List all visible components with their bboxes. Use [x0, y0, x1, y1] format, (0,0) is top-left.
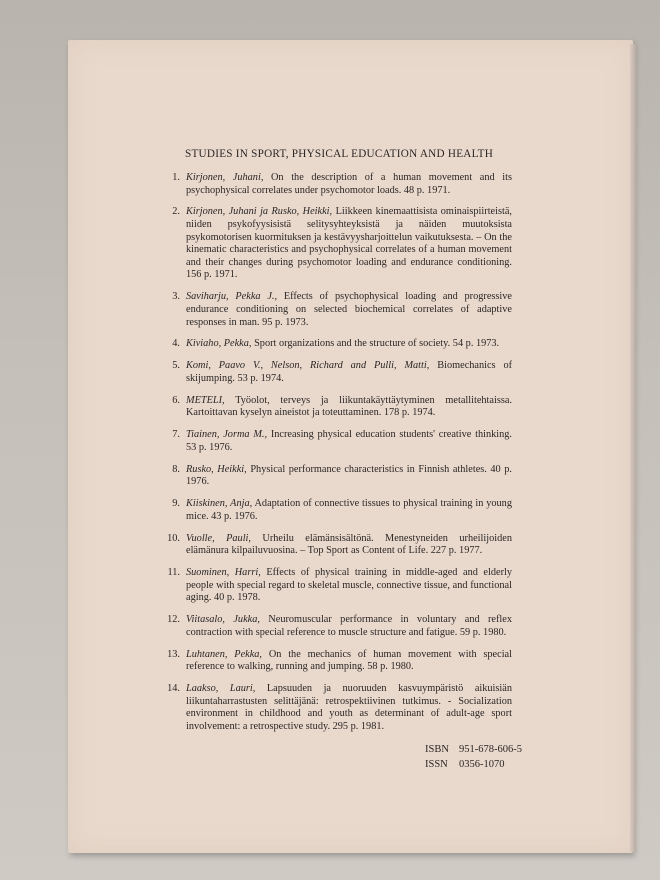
entry-author: Kirjonen, Juhani,: [186, 172, 264, 183]
list-item: [167, 614, 513, 639]
list-item: [172, 172, 512, 197]
entry-number: 7 .: [162, 429, 180, 442]
entry-text: Adaptation of connective tissues to physical training in young mice. 43 p. 1976.: [186, 498, 512, 522]
entry-text: Neuromuscular performance in voluntary and reflex contraction with special reference to muscle structure and fatigue. 59 p. 1980.: [186, 614, 513, 638]
list-item: [167, 567, 513, 605]
entry-author: Viitasalo, Jukka,: [186, 614, 260, 626]
entry-number: 14 .: [162, 683, 180, 696]
entry-text: Liikkeen kinemaattisista ominaispiirteistä, niiden psykofyysisistä selitysyhteyksistä ja näiden muutoksista psykomotorisen kuormituksen ja kestävyysharjoittelun vaikutuksesta. – On the kinematic characteristics and psychophysical correlates of a human movement and their changes during psychomotor loading and endurance conditioning. 156 p. 1971.: [186, 206, 512, 281]
entry-author: Laakso, Lauri,: [186, 683, 256, 695]
entry-number: 10 .: [162, 533, 180, 546]
list-item: [167, 532, 512, 558]
list-item: [172, 463, 512, 489]
entry-author: Rusko, Heikki,: [186, 463, 247, 475]
isbn-line: [425, 742, 522, 757]
list-item: [172, 291, 512, 329]
entry-author: Kiviaho, Pekka,: [186, 338, 252, 350]
entry-number: 12 .: [162, 614, 180, 627]
entry-number: 11 .: [162, 567, 180, 580]
issn-line: [425, 757, 522, 772]
entry-number: 5 .: [162, 360, 180, 373]
entries-list: [167, 172, 513, 734]
entry-number: 2 .: [162, 206, 180, 219]
entry-text: Effects of physical training in middle-aged and elderly people with special regard to skeletal muscle, connective tissue, and functional aging. 40 p. 1978.: [186, 567, 513, 604]
entry-text: Increasing physical education students' creative thinking. 53 p. 1976.: [186, 429, 513, 453]
list-item: [172, 394, 512, 420]
isbn-value: 951-678-606-5: [459, 744, 522, 755]
entry-number: 3 .: [162, 291, 180, 304]
entry-text: Lapsuuden ja nuoruuden kasvuympäristö aikuisiän liikuntaharrastusten selittäjänä: retrospektiivinen tutkimus. - Socialization environment in childhood and youth as determinant of adult-age sport involvement: a retrospective study. 295 p. 1981.: [186, 683, 512, 733]
list-item: [172, 360, 513, 385]
list-item: [172, 498, 512, 523]
isbn-label: ISBN: [425, 744, 449, 755]
entry-number: 13 .: [162, 649, 180, 662]
entry-author: Luhtanen, Pekka,: [186, 648, 262, 660]
book-page-edge: [630, 44, 636, 852]
entry-text: Urheilu elämänsisältönä. Menestyneiden urheilijoiden elämänura kilpailuvuosina. – Top Sport as Content of Life. 227 p. 1977.: [186, 532, 512, 557]
list-item: [167, 683, 512, 733]
entry-text: On the description of a human movement and its psychophysical correlates under psychomotor loads. 48 p. 1971.: [186, 172, 512, 196]
entry-author: Saviharju, Pekka J.,: [186, 291, 278, 303]
list-item: [167, 648, 512, 674]
entry-author: Vuolle, Pauli,: [186, 532, 251, 544]
issn-label: ISSN: [425, 759, 448, 770]
entry-author: Tiainen, Jorma M.,: [186, 429, 268, 441]
entry-number: 1 .: [162, 172, 180, 185]
series-title: STUDIES IN SPORT, PHYSICAL EDUCATION AND HEALTH: [185, 148, 494, 160]
entry-author: Suominen, Harri,: [186, 567, 261, 579]
entry-number: 9 .: [162, 498, 180, 511]
series-list: [167, 148, 513, 743]
entry-text: Physical performance characteristics in Finnish athletes. 40 p. 1976.: [186, 463, 512, 488]
entry-text: Työolot, terveys ja liikuntakäyttäytyminen metallitehtaissa. Kartoittavan kyselyn aineistot ja toteuttaminen. 178 p. 1974.: [186, 394, 512, 419]
entry-author: Komi, Paavo V., Nelson, Richard and Pulli, Matti,: [186, 360, 430, 372]
list-item: [172, 338, 512, 351]
entry-author: Kiiskinen, Anja,: [186, 498, 253, 510]
entry-text: Biomechanics of skijumping. 53 p. 1974.: [186, 360, 513, 384]
list-item: [172, 206, 512, 282]
entry-number: 6 .: [162, 395, 180, 408]
entry-author: METELI,: [186, 394, 225, 406]
entry-text: Effects of psychophysical loading and progressive endurance conditioning on selected biochemical correlates of adaptive responses in man. 95 p. 1973.: [186, 291, 512, 328]
entry-text: On the mechanics of human movement with special reference to walking, running and jumping. 58 p. 1980.: [186, 648, 512, 673]
entry-number: 8 .: [162, 464, 180, 477]
identifier-codes: [425, 742, 522, 772]
entry-text: Sport organizations and the structure of society. 54 p. 1973.: [254, 338, 500, 350]
entry-author: Kirjonen, Juhani ja Rusko, Heikki,: [186, 206, 333, 218]
issn-value: 0356-1070: [459, 759, 505, 770]
list-item: [172, 429, 513, 454]
entry-number: 4 .: [162, 338, 180, 351]
